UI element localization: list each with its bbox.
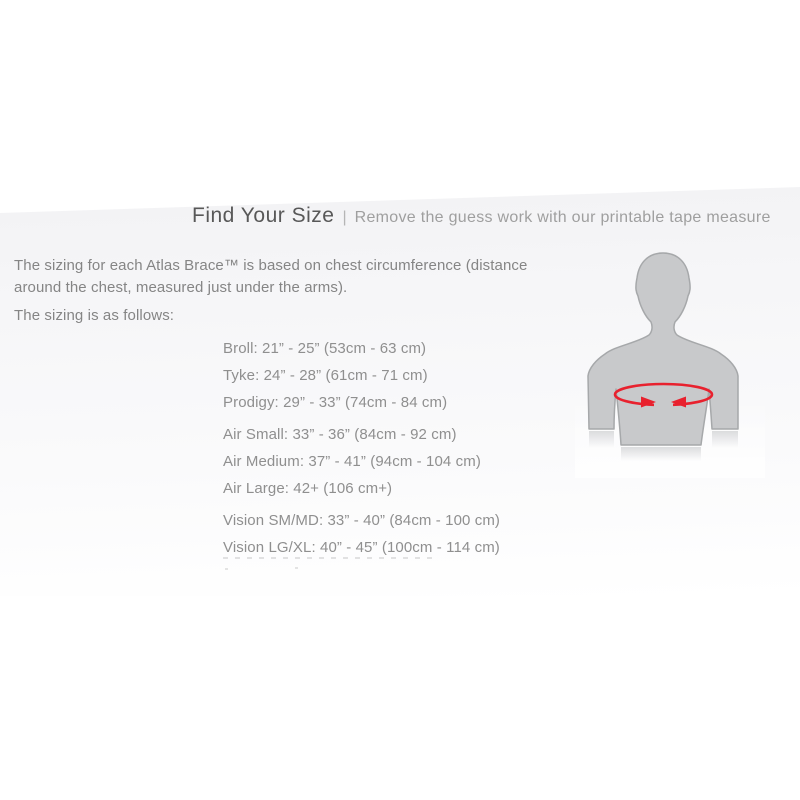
heading-separator: |	[342, 209, 347, 226]
size-item: Air Large: 42+ (106 cm+)	[223, 480, 393, 497]
size-item: Prodigy: 29” - 33” (74cm - 84 cm)	[223, 394, 448, 411]
size-item: Vision SM/MD: 33” - 40” (84cm - 100 cm)	[223, 512, 501, 529]
page-subtitle: Remove the guess work with our printable tape measure	[354, 209, 771, 226]
intro-line-1: The sizing for each Atlas Brace™ is based on chest circumference (distance	[14, 257, 528, 274]
intro-paragraph	[14, 255, 527, 299]
clipped-text-remnant	[223, 557, 439, 559]
clipped-text-remnant	[295, 567, 298, 569]
size-group-air	[223, 421, 500, 502]
page-title: Find Your Size	[192, 204, 335, 227]
chest-measurement-illustration	[575, 248, 765, 478]
size-item: Broll: 21” - 25” (53cm - 63 cm)	[223, 340, 427, 357]
size-group-youth	[223, 335, 500, 416]
intro-followup: The sizing is as follows:	[14, 307, 175, 324]
clipped-text-remnant	[225, 568, 228, 570]
section-heading	[192, 204, 771, 228]
size-item: Air Small: 33” - 36” (84cm - 92 cm)	[223, 426, 457, 443]
size-item: Tyke: 24” - 28” (61cm - 71 cm)	[223, 367, 428, 384]
size-item: Air Medium: 37” - 41” (94cm - 104 cm)	[223, 453, 481, 470]
size-list	[223, 335, 500, 566]
intro-line-2: around the chest, measured just under the arms).	[14, 279, 348, 296]
size-group-vision	[223, 507, 500, 561]
torso-silhouette-icon	[575, 248, 765, 478]
size-item: Vision LG/XL: 40” - 45” (100cm - 114 cm)	[223, 539, 500, 556]
